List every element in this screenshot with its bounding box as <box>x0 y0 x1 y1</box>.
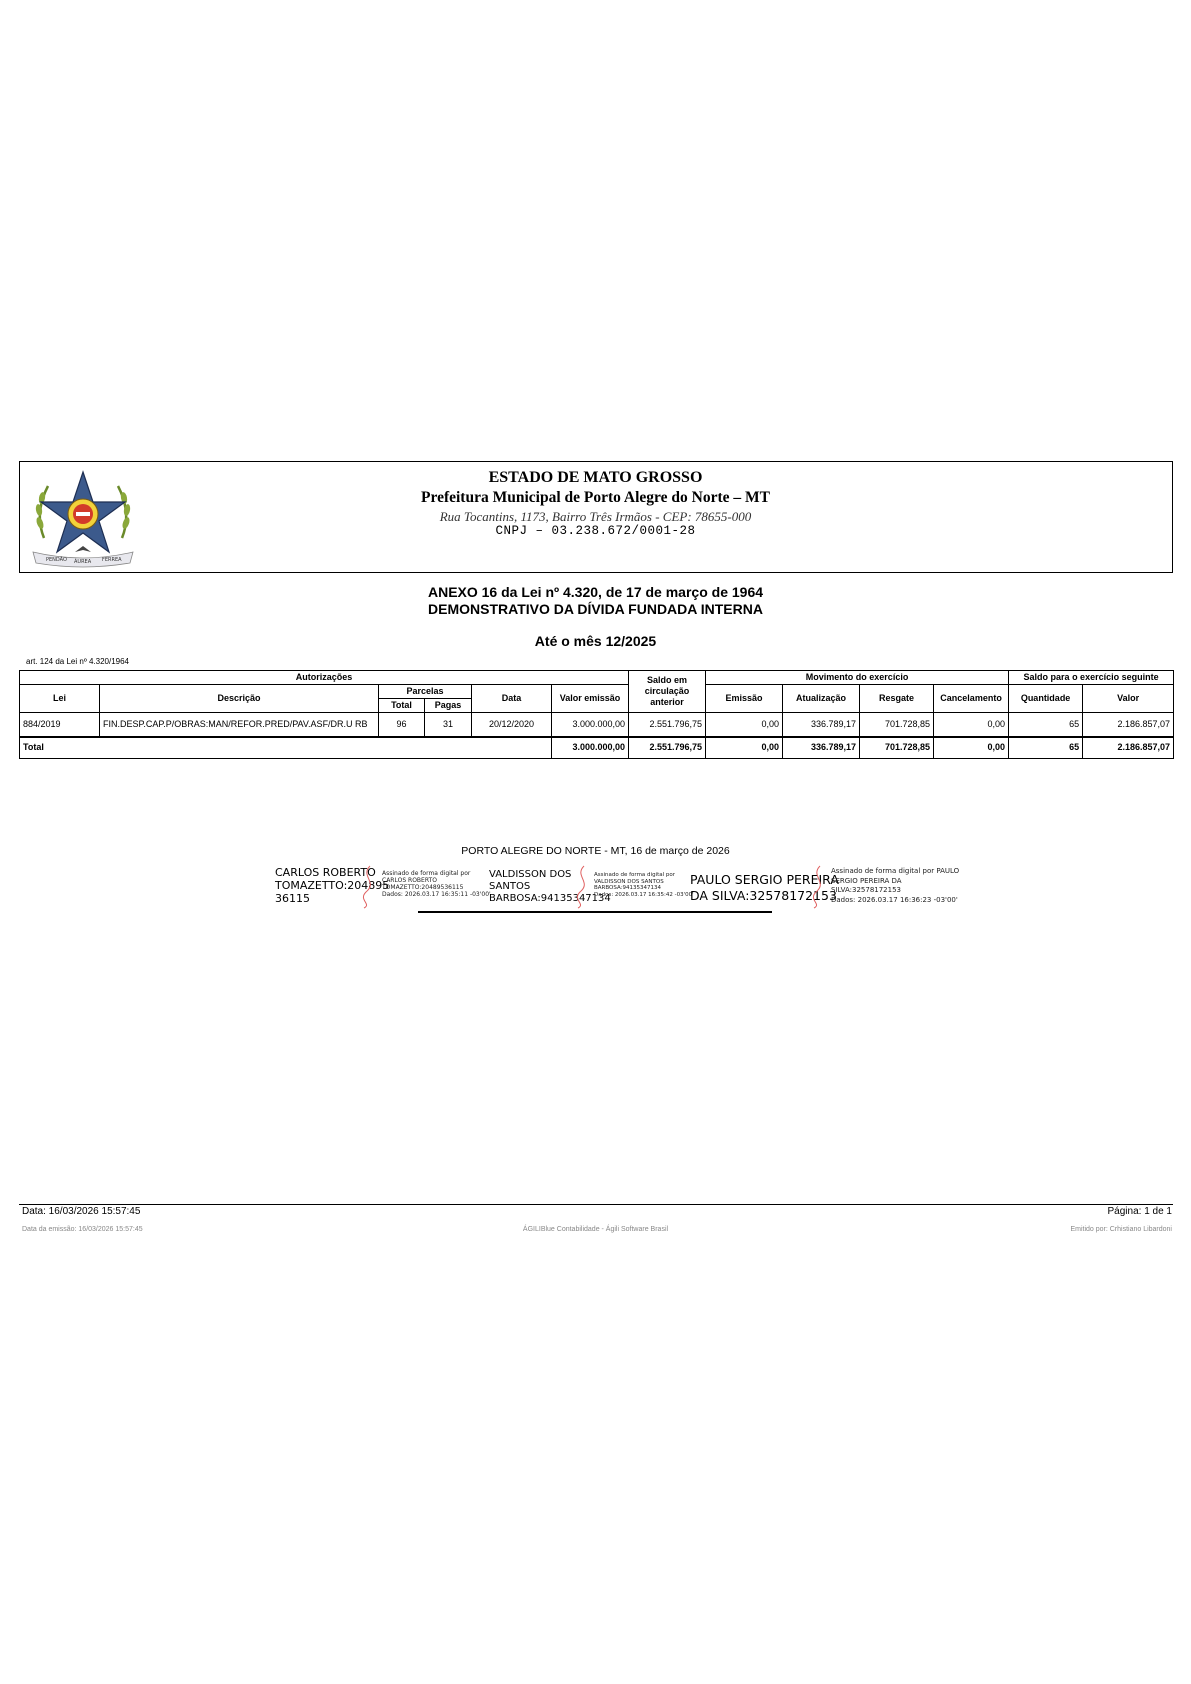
signer-1-note-line-3: TOMAZETTO:20489536115 <box>382 884 464 891</box>
header-parcelas-pagas: Pagas <box>425 699 472 713</box>
signer-2-digital-note <box>594 872 694 898</box>
place-and-date: PORTO ALEGRE DO NORTE - MT, 16 de março de 2026 <box>461 845 730 857</box>
signer-1-name-line-2: TOMAZETTO:204895 <box>275 879 390 892</box>
header-valor: Valor <box>1083 685 1174 713</box>
signer-2-name-line-2: SANTOS <box>489 881 531 892</box>
header-balance-previous: Saldo em circulação anterior <box>629 671 706 713</box>
cell-valor-emissao: 3.000.000,00 <box>552 713 629 737</box>
logo-ribbon-word-1: PENDÃO <box>46 557 67 563</box>
signer-2-note-line-2: VALDISSON DOS SANTOS <box>594 878 664 885</box>
annex-title: ANEXO 16 da Lei nº 4.320, de 17 de março de 1964 <box>427 584 764 600</box>
logo-ribbon-word-3: FERREA <box>102 557 122 563</box>
cell-saldo-anterior: 2.551.796,75 <box>629 713 706 737</box>
signer-2-note-line-3: BARBOSA:94135347134 <box>594 885 661 891</box>
header-resgate: Resgate <box>860 685 934 713</box>
header-emissao: Emissão <box>706 685 783 713</box>
total-emissao: 0,00 <box>706 737 783 759</box>
header-quantidade: Quantidade <box>1009 685 1083 713</box>
cnpj: CNPJ – 03.238.672/0001-28 <box>495 524 696 538</box>
signature-line <box>418 911 772 913</box>
report-title: DEMONSTRATIVO DA DÍVIDA FUNDADA INTERNA <box>428 601 763 617</box>
total-saldo-anterior: 2.551.796,75 <box>629 737 706 759</box>
total-atualizacao: 336.789,17 <box>783 737 860 759</box>
header-descricao: Descrição <box>100 685 379 713</box>
header-cancelamento: Cancelamento <box>934 685 1009 713</box>
header-lei: Lei <box>20 685 100 713</box>
cell-resgate: 701.728,85 <box>860 713 934 737</box>
total-resgate: 701.728,85 <box>860 737 934 759</box>
prefecture-name: Prefeitura Municipal de Porto Alegre do Norte – MT <box>421 489 770 506</box>
signer-3-name-line-2: DA SILVA:32578172153 <box>690 888 837 903</box>
debt-table <box>19 670 1174 759</box>
signature-stamp-icon <box>356 864 380 910</box>
header-atualizacao: Atualização <box>783 685 860 713</box>
signer-2-name-line-1: VALDISSON DOS <box>489 869 572 880</box>
signer-1-note-line-2: CARLOS ROBERTO <box>382 877 437 884</box>
signer-1-name-line-1: CARLOS ROBERTO <box>275 866 376 879</box>
cell-cancelamento: 0,00 <box>934 713 1009 737</box>
period-title: Até o mês 12/2025 <box>534 633 657 649</box>
footer-divider <box>19 1204 1173 1205</box>
header-data: Data <box>472 685 552 713</box>
signer-1-name-line-3: 36115 <box>275 892 310 905</box>
total-quantidade: 65 <box>1009 737 1083 759</box>
cell-valor: 2.186.857,07 <box>1083 713 1174 737</box>
signer-3-note-line-4: Dados: 2026.03.17 16:36:23 -03'00' <box>831 895 958 904</box>
header-movement: Movimento do exercício <box>706 671 1009 685</box>
table-row <box>20 713 1174 737</box>
signer-2-name-line-3: BARBOSA:94135347134 <box>489 893 611 904</box>
signer-2-note-line-1: Assinado de forma digital por <box>594 872 676 878</box>
total-cancelamento: 0,00 <box>934 737 1009 759</box>
signer-3-note-line-3: SILVA:32578172153 <box>831 886 901 894</box>
state-name: ESTADO DE MATO GROSSO <box>488 469 703 486</box>
total-valor-emissao: 3.000.000,00 <box>552 737 629 759</box>
cell-emissao: 0,00 <box>706 713 783 737</box>
header-valor-emissao: Valor emissão <box>552 685 629 713</box>
footer-issued-by: Emitido por: Crhistiano Libardoni <box>1070 1226 1172 1233</box>
law-reference: art. 124 da Lei nº 4.320/1964 <box>26 657 130 666</box>
signer-1-note-line-1: Assinado de forma digital por <box>382 870 471 877</box>
address: Rua Tocantins, 1173, Bairro Três Irmãos - CEP: 78655-000 <box>439 509 752 524</box>
cell-parcelas-pagas: 31 <box>425 713 472 737</box>
signer-3-note-line-1: Assinado de forma digital por PAULO <box>831 867 960 875</box>
header-balance-next: Saldo para o exercício seguinte <box>1009 671 1174 685</box>
cell-quantidade: 65 <box>1009 713 1083 737</box>
table-total-row <box>20 737 1174 759</box>
signature-stamp-icon <box>570 864 594 910</box>
cell-parcelas-total: 96 <box>379 713 425 737</box>
footer-page-number: Página: 1 de 1 <box>1107 1206 1172 1217</box>
signer-2-note-line-4: Dados: 2026.03.17 16:35:42 -03'00' <box>594 891 694 898</box>
signature-stamp-icon <box>806 864 830 910</box>
header-authorizations: Autorizações <box>20 671 629 685</box>
footer-software: ÁGILIBlue Contabilidade - Ágili Software Brasil <box>522 1226 669 1233</box>
header-parcelas: Parcelas <box>379 685 472 699</box>
footer-date: Data: 16/03/2026 15:57:45 <box>22 1206 141 1217</box>
signer-1-digital-note <box>382 870 491 898</box>
header-parcelas-total: Total <box>379 699 425 713</box>
signer-3-digital-note <box>831 867 959 905</box>
footer-emission-date: Data da emissão: 16/03/2026 15:57:45 <box>22 1226 143 1233</box>
cell-atualizacao: 336.789,17 <box>783 713 860 737</box>
cell-data: 20/12/2020 <box>472 713 552 737</box>
cell-lei: 884/2019 <box>20 713 100 737</box>
total-valor: 2.186.857,07 <box>1083 737 1174 759</box>
signer-3-note-line-2: SERGIO PEREIRA DA <box>831 876 902 885</box>
total-label: Total <box>20 737 552 759</box>
signer-3-name-line-1: PAULO SERGIO PEREIRA <box>690 872 839 887</box>
signer-1-note-line-4: Dados: 2026.03.17 16:35:11 -03'00' <box>382 891 491 898</box>
logo-ribbon-word-2: ÁUREA <box>74 559 92 565</box>
cell-descricao: FIN.DESP.CAP.P/OBRAS:MAN/REFOR.PRED/PAV.ASF/DR.U RB <box>100 713 379 737</box>
